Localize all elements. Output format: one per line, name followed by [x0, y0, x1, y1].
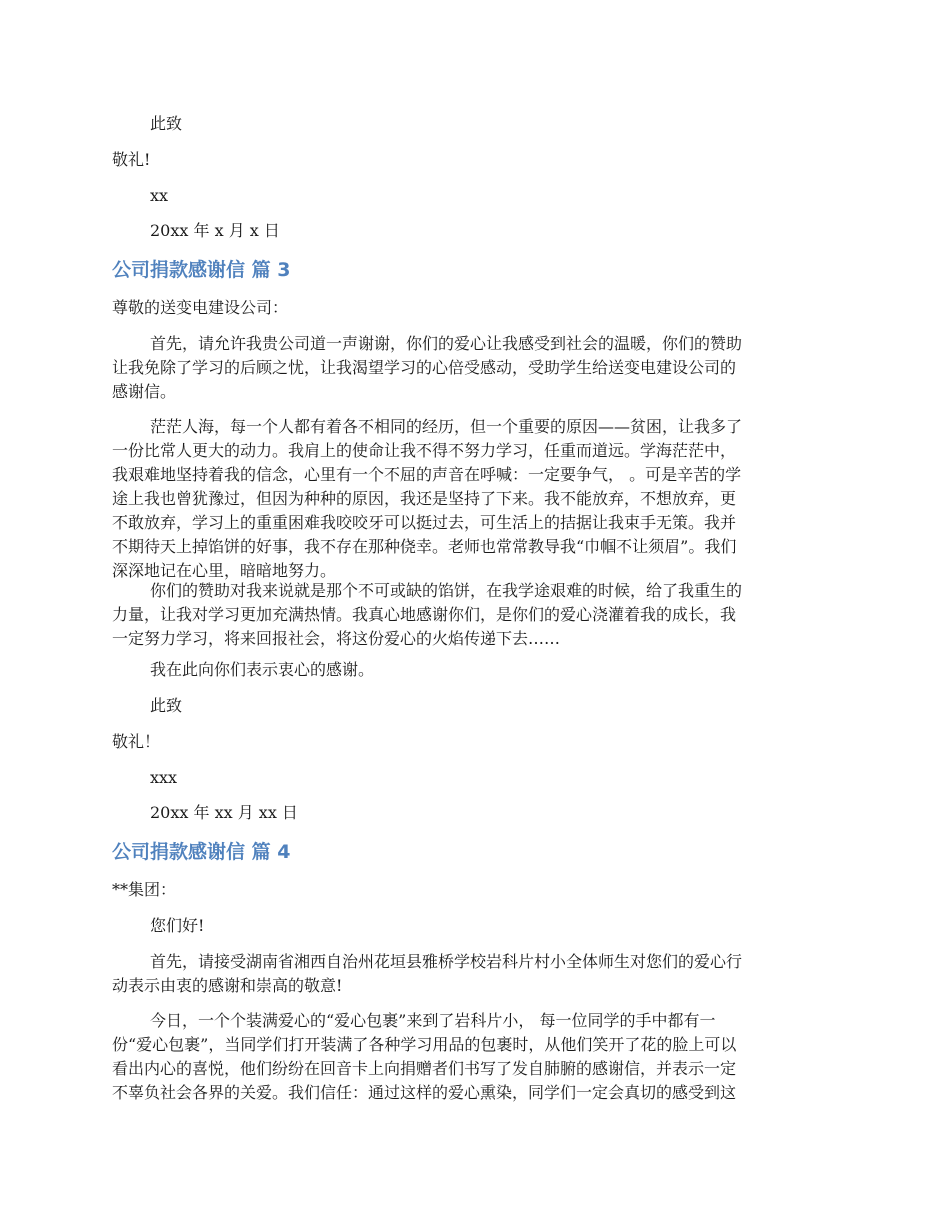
letter3-closing: 此致 — [150, 696, 183, 715]
letter4-greeting: **集团： — [112, 880, 177, 899]
letter4-paragraph-1 — [112, 950, 838, 998]
text-line: 茫茫人海，每一个人都有着各不相同的经历，但一个重要的原因——贫困，让我多了 — [150, 417, 743, 436]
letter3-paragraph-3 — [112, 579, 838, 651]
salute-text: 敬礼! — [112, 150, 151, 169]
text-line: 深深地记在心里，暗暗地努力。 — [112, 561, 337, 580]
text-line: 力量，让我对学习更加充满热情。我真心地感谢你们，是你们的爱心浇灌着我的成长，我 — [112, 605, 737, 624]
text-line: 首先，请接受湖南省湘西自治州花垣县雅桥学校岩科片村小全体师生对您们的爱心行 — [150, 952, 743, 971]
letter4-hello: 您们好! — [150, 916, 205, 935]
letter3-signer: xxx — [150, 768, 178, 787]
text-line: 你们的赞助对我来说就是那个不可或缺的馅饼，在我学途艰难的时候，给了我重生的 — [150, 581, 743, 600]
text-line: 让我免除了学习的后顾之忧，让我渴望学习的心倍受感动，受助学生给送变电建设公司的 — [112, 358, 737, 377]
text-line: 途上我也曾犹豫过，但因为种种的原因，我还是坚持了下来。我不能放弃，不想放弃，更 — [112, 489, 737, 508]
text-line: 不期待天上掉馅饼的好事，我不存在那种侥幸。老师也常常教导我“巾帼不让须眉”。我们 — [112, 537, 737, 556]
text-line: 我艰难地坚持着我的信念，心里有一个不屈的声音在呼喊：一定要争气， 。可是辛苦的学 — [112, 465, 742, 484]
text-line: 动表示由衷的感谢和崇高的敬意! — [112, 976, 343, 995]
text-line: 不辜负社会各界的关爱。我们信任：通过这样的爱心熏染，同学们一定会真切的感受到这 — [112, 1083, 737, 1102]
letter3-greeting: 尊敬的送变电建设公司： — [112, 298, 289, 317]
text-line: 份“爱心包裹”，当同学们打开装满了各种学习用品的包裹时，从他们笑开了花的脸上可以 — [112, 1035, 737, 1054]
section-heading-3: 公司捐款感谢信 篇 3 — [112, 259, 291, 281]
closing-text: 此致 — [150, 114, 183, 133]
signer-text: xx — [150, 186, 169, 205]
letter3-paragraph-2 — [112, 415, 838, 583]
text-line: 感谢信。 — [112, 382, 177, 401]
letter3-paragraph-1 — [112, 332, 838, 404]
text-line: 看出内心的喜悦，他们纷纷在回音卡上向捐赠者们书写了发自肺腑的感谢信，并表示一定 — [112, 1059, 737, 1078]
text-line: 不敢放弃，学习上的重重困难我咬咬牙可以挺过去，可生活上的拮据让我束手无策。我并 — [112, 513, 737, 532]
letter4-paragraph-2 — [112, 1009, 838, 1105]
date-text: 20xx 年 x 月 x 日 — [150, 221, 280, 240]
letter3-paragraph-4: 我在此向你们表示衷心的感谢。 — [150, 660, 375, 679]
text-line: 今日，一个个装满爱心的“爱心包裹”来到了岩科片小， 每一位同学的手中都有一 — [150, 1011, 716, 1030]
text-line: 首先，请允许我贵公司道一声谢谢，你们的爱心让我感受到社会的温暖，你们的赞助 — [150, 334, 743, 353]
letter3-date: 20xx 年 xx 月 xx 日 — [150, 803, 298, 822]
text-line: 一份比常人更大的动力。我肩上的使命让我不得不努力学习，任重而道远。学海茫茫中， — [112, 441, 737, 460]
section-heading-4: 公司捐款感谢信 篇 4 — [112, 841, 291, 863]
text-line: 一定努力学习，将来回报社会，将这份爱心的火焰传递下去…… — [112, 629, 561, 648]
letter3-salute: 敬礼！ — [112, 732, 161, 751]
